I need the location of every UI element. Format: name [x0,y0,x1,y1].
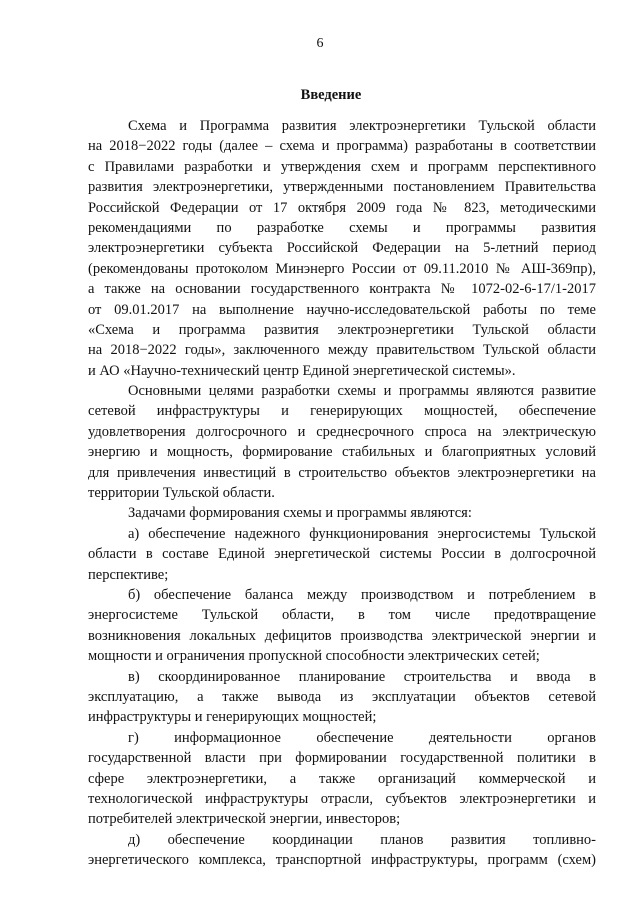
text-line: государственной власти при формировании государственной политики в [88,750,596,767]
text-line: от 09.01.2017 на выполнение научно-исследовательской работы по теме [88,301,596,318]
text-line: д) обеспечение координации планов развития топливно- [128,831,596,848]
text-line: электроэнергетики субъекта Российской Федерации на 5-летний период [88,240,596,257]
text-line: перспективе; [88,566,169,583]
text-line: на 2018−2022 годы», заключенного между правительством Тульской области [88,342,596,359]
text-line: Российской Федерации от 17 октября 2009 года № 823, методическими [88,199,596,216]
text-line: удовлетворения долгосрочного и среднесрочного спроса на электрическую [88,423,596,440]
text-line: территории Тульской области. [88,485,275,502]
text-line: а) обеспечение надежного функционирования энергосистемы Тульской [128,525,596,542]
text-line: для привлечения инвестиций в строительство объектов электроэнергетики на [88,464,596,481]
text-line: г) информационное обеспечение деятельности органов [128,729,596,746]
text-line: инфраструктуры и генерирующих мощностей; [88,709,377,726]
text-line: энергию и мощность, формирование стабильных и благоприятных условий [88,444,596,461]
text-line: области в составе Единой энергетической системы России в долгосрочной [88,546,596,563]
text-line: сетевой инфраструктуры и генерирующих мощностей, обеспечение [88,403,596,420]
text-line: на 2018−2022 годы (далее – схема и программа) разработаны в соответствии [88,138,596,155]
text-line: эксплуатацию, а также вывода из эксплуатации объектов сетевой [88,688,596,705]
text-line: технологической инфраструктуры отрасли, субъектов электроэнергетики и [88,790,596,807]
text-line: рекомендациями по разработке схемы и программы развития [88,219,596,236]
section-heading: Введение [300,87,362,103]
text-line: Основными целями разработки схемы и программы являются развитие [128,383,596,400]
text-line: потребителей электрической энергии, инвесторов; [88,811,401,828]
text-line: (рекомендованы протоколом Минэнерго России от 09.11.2010 № АШ-369пр), [88,260,596,277]
text-line: Задачами формирования схемы и программы являются: [128,505,472,522]
text-line: развития электроэнергетики, утвержденными постановлением Правительства [88,179,596,196]
text-line: мощности и ограничения пропускной способности электрических сетей; [88,648,540,665]
text-line: и АО «Научно-технический центр Единой энергетической системы». [88,362,516,379]
body-text [88,116,596,870]
text-line: в) скоординированное планирование строительства и ввода в [128,668,596,685]
text-line: сфере электроэнергетики, а также организаций коммерческой и [88,770,596,787]
text-line: энергетического комплекса, транспортной инфраструктуры, программ (схем) [88,852,596,869]
text-line: энергосистеме Тульской области, в том числе предотвращение [88,607,596,624]
text-line: а также на основании государственного контракта № 1072-02-6-17/1-2017 [88,281,596,298]
page-number: 6 [316,36,324,51]
text-line: Схема и Программа развития электроэнергетики Тульской области [128,118,596,134]
text-line: с Правилами разработки и утверждения схем и программ перспективного [88,158,596,175]
text-line: б) обеспечение баланса между производством и потреблением в [128,586,596,603]
text-line: «Схема и программа развития электроэнергетики Тульской области [88,321,596,338]
text-line: возникновения локальных дефицитов производства электрической энергии и [88,627,596,644]
